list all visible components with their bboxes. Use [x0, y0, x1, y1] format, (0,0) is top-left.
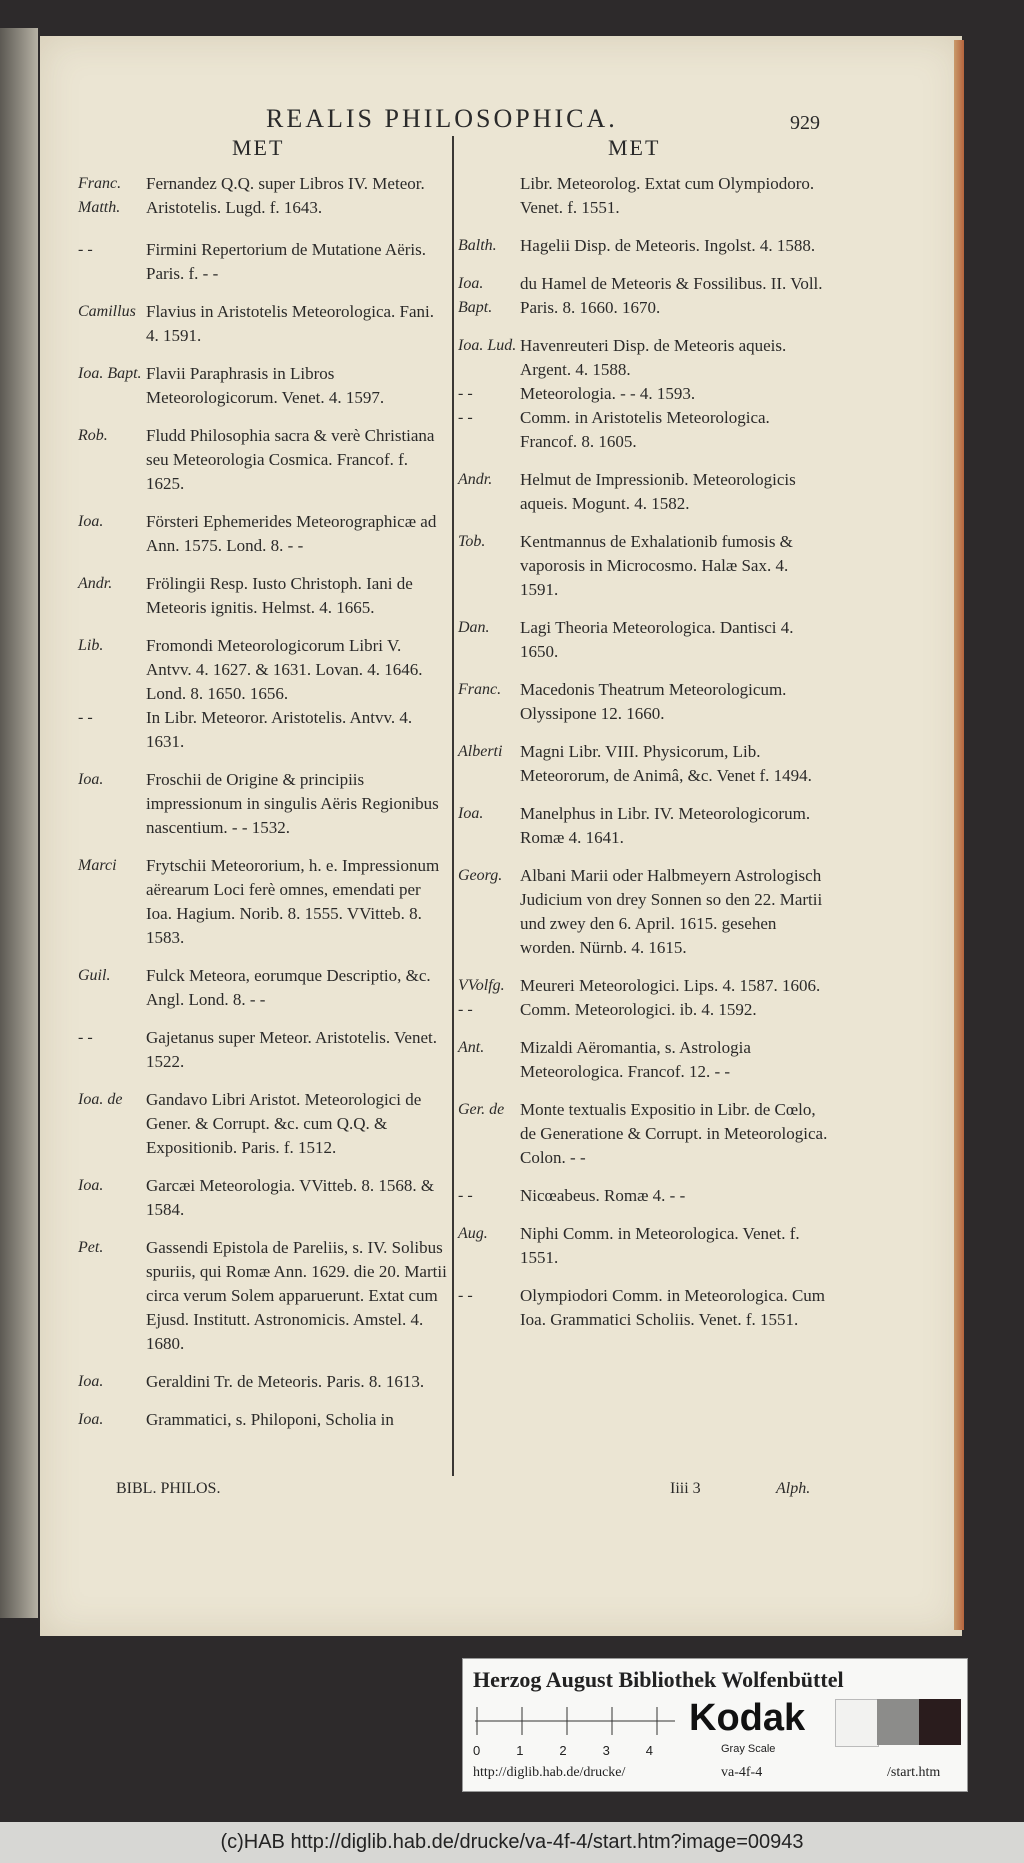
- left-column: [78, 172, 448, 1432]
- running-head: REALIS PHILOSOPHICA.: [266, 104, 618, 133]
- entry: - - In Libr. Meteoror. Aristotelis. Antvv. 4. 1631.: [78, 708, 413, 751]
- kodak-logo: Kodak: [689, 1697, 806, 1739]
- column-divider: [452, 136, 454, 1476]
- entry: - - Comm. Meteorologici. ib. 4. 1592.: [458, 1000, 757, 1019]
- entry: - - Nicœabeus. Romæ 4. - -: [458, 1186, 686, 1205]
- entry: Ioa. Bapt. Flavii Paraphrasis in Libros Meteorologicorum. Venet. 4. 1597.: [78, 364, 385, 407]
- signature-bibl-philos: BIBL. PHILOS.: [116, 1480, 221, 1497]
- entry: Alberti Magni Libr. VIII. Physicorum, Lib. Meteororum, de Animâ, &c. Venet f. 1494.: [458, 742, 812, 785]
- entry: Georg. Albani Marii oder Halbmeyern Astrologisch Judicium von drey Sonnen so den 22. Martii und zwey den 6. April. 1615. gesehen worden. Nürnb. 4. 1615.: [458, 866, 823, 957]
- entry: - - Meteorologia. - - 4. 1593.: [458, 384, 696, 403]
- entry: VVolfg. Meureri Meteorologici. Lips. 4. 1587. 1606.: [458, 976, 821, 995]
- right-column-head: MET: [608, 135, 661, 160]
- entry: Libr. Meteorolog. Extat cum Olympiodoro. Venet. f. 1551.: [520, 174, 815, 217]
- entry: Ger. de Monte textualis Expositio in Libr. de Cœlo, de Generatione & Corrupt. in Meteorologica. Colon. - -: [458, 1100, 828, 1167]
- entry: - - Gajetanus super Meteor. Aristotelis. Venet. 1522.: [78, 1028, 437, 1071]
- entry: Guil. Fulck Meteora, eorumque Descriptio, &c. Angl. Lond. 8. - -: [78, 966, 431, 1009]
- page-edge: [954, 40, 964, 1630]
- gray-swatch-black: [919, 1699, 961, 1745]
- entry: Ioa. de Gandavo Libri Aristot. Meteorologici de Gener. & Corrupt. &c. cum Q.Q. & Expositionib. Paris. f. 1512.: [78, 1090, 422, 1157]
- entry: Lib. Fromondi Meteorologicorum Libri V. Antvv. 4. 1627. & 1631. Lovan. 4. 1646. Lond. 8. 1650. 1656.: [78, 636, 423, 703]
- entry: - - Comm. in Aristotelis Meteorologica. Francof. 8. 1605.: [458, 408, 770, 451]
- entry: Ioa. Manelphus in Libr. IV. Meteorologicorum. Romæ 4. 1641.: [458, 804, 811, 847]
- entry: Franc. Macedonis Theatrum Meteorologicum. Olyssipone 12. 1660.: [458, 680, 787, 723]
- page-number: 929: [790, 112, 820, 134]
- entry: Ioa. Grammatici, s. Philoponi, Scholia in: [78, 1410, 394, 1429]
- gray-swatch-white: [835, 1699, 879, 1747]
- copyright-footer: (c)HAB http://diglib.hab.de/drucke/va-4f-4/start.htm?image=00943: [0, 1822, 1024, 1863]
- right-column: [458, 172, 830, 1332]
- catchword: Alph.: [776, 1480, 811, 1497]
- entry: Marci Frytschii Meteororium, h. e. Impressionum aërearum Loci ferè omnes, emendati per Ioa. Hagium. Norib. 8. 1555. VVitteb. 8. 1583.: [78, 856, 440, 947]
- archive-color-ribbon: [462, 1658, 968, 1792]
- entry: - - Olympiodori Comm. in Meteorologica. Cum Ioa. Grammatici Scholiis. Venet. f. 1551.: [458, 1286, 826, 1329]
- measurement-ruler: [475, 1707, 675, 1735]
- entry: Ioa. Geraldini Tr. de Meteoris. Paris. 8. 1613.: [78, 1372, 425, 1391]
- entry: Franc. Matth. Fernandez Q.Q. super Libros IV. Meteor. Aristotelis. Lugd. f. 1643.: [78, 174, 425, 217]
- entry: Ioa. Froschii de Origine & principiis impressionum in singulis Aëris Regionibus nascentium. - - 1532.: [78, 770, 439, 837]
- entry: Andr. Helmut de Impressionib. Meteorologicis aqueis. Mogunt. 4. 1582.: [458, 470, 796, 513]
- entry: Andr. Frölingii Resp. Iusto Christoph. Iani de Meteoris ignitis. Helmst. 4. 1665.: [78, 574, 413, 617]
- url-start: /start.htm: [887, 1765, 941, 1780]
- url-base: http://diglib.hab.de/drucke/: [473, 1765, 626, 1780]
- ruler-labels: 0 1 2 3 4: [473, 1743, 653, 1758]
- entry: Ioa. Garcæi Meteorologia. VVitteb. 8. 1568. & 1584.: [78, 1176, 435, 1219]
- entry: Ioa. Bapt. du Hamel de Meteoris & Fossilibus. II. Voll. Paris. 8. 1660. 1670.: [458, 274, 823, 317]
- signature-mark: Iiii 3: [670, 1480, 701, 1497]
- entry: Tob. Kentmannus de Exhalationib fumosis & vaporosis in Microcosmo. Halæ Sax. 4. 1591.: [458, 532, 793, 599]
- entry: Ant. Mizaldi Aëromantia, s. Astrologia Meteorologica. Francof. 12. - -: [458, 1038, 751, 1081]
- entry: Ioa. Lud. Havenreuteri Disp. de Meteoris aqueis. Argent. 4. 1588.: [458, 336, 787, 379]
- book-spine-edge: [0, 28, 38, 1618]
- left-column-head: MET: [232, 135, 285, 160]
- entry: Dan. Lagi Theoria Meteorologica. Dantisci 4. 1650.: [458, 618, 794, 661]
- entry: Rob. Fludd Philosophia sacra & verè Christiana seu Meteorologia Cosmica. Francof. f. 1625.: [78, 426, 435, 493]
- entry: Camillus Flavius in Aristotelis Meteorologica. Fani. 4. 1591.: [78, 302, 435, 345]
- gray-swatch-mid: [877, 1699, 919, 1745]
- url-shelfmark: va-4f-4: [721, 1765, 763, 1780]
- entry: Aug. Niphi Comm. in Meteorologica. Venet. f. 1551.: [458, 1224, 800, 1267]
- gray-scale-label: Gray Scale: [721, 1743, 776, 1755]
- entry: - - Firmini Repertorium de Mutatione Aëris. Paris. f. - -: [78, 240, 426, 283]
- entry: Balth. Hagelii Disp. de Meteoris. Ingolst. 4. 1588.: [458, 236, 816, 255]
- library-name: Herzog August Bibliothek Wolfenbüttel: [473, 1667, 844, 1692]
- entry: Pet. Gassendi Epistola de Pareliis, s. IV. Solibus spuriis, qui Romæ Ann. 1629. die 20. Martii circa verum Solem apparuerunt. Extat cum Ejusd. Institutt. Astronomicis. Amstel. 4. 1680.: [78, 1238, 447, 1353]
- entry: Ioa. Försteri Ephemerides Meteorographicæ ad Ann. 1575. Lond. 8. - -: [78, 512, 437, 555]
